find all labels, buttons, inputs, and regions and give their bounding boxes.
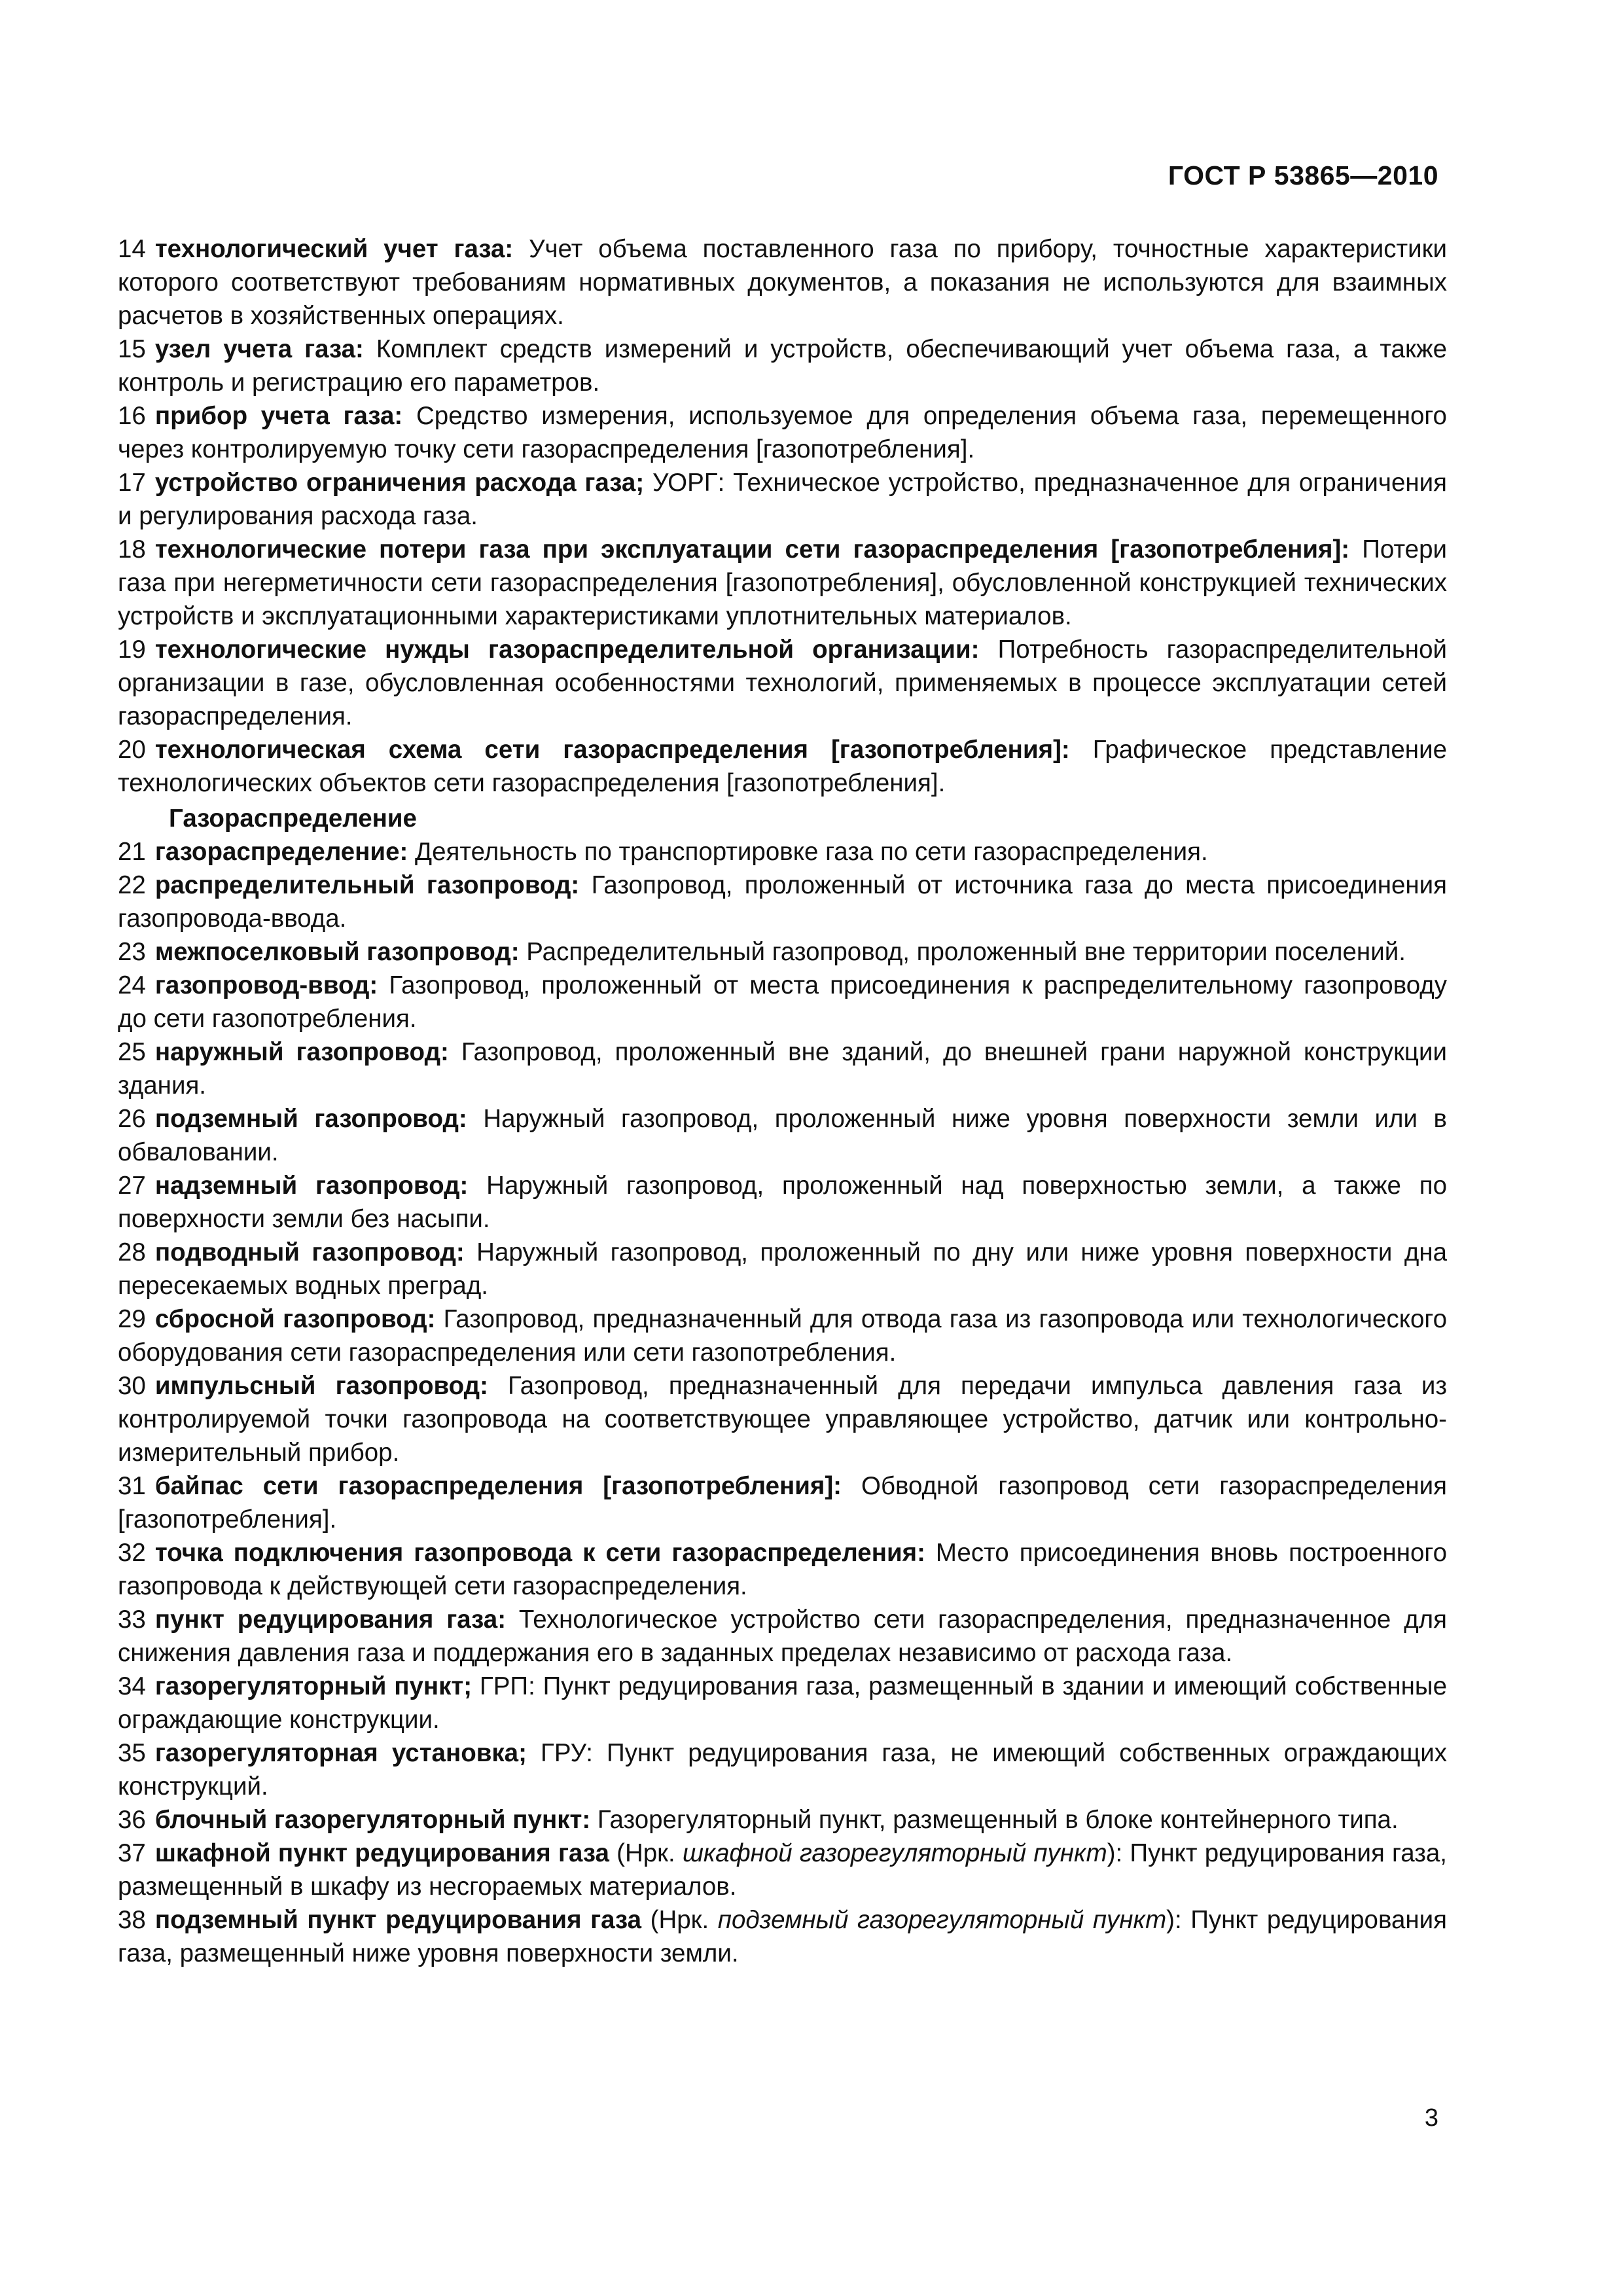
definition-entry bbox=[118, 1102, 1447, 1169]
entry-number: 14 bbox=[118, 235, 146, 263]
definition-entry bbox=[118, 232, 1447, 332]
entry-term: межпоселковый газопровод: bbox=[154, 938, 520, 966]
definition-entry bbox=[118, 835, 1447, 869]
entry-definition: Средство измерения, используемое для определения объема газа, перемещенного через контролируемую точку сети газораспределения [газопотребления]. bbox=[118, 402, 1447, 463]
entry-pre: ( bbox=[641, 1906, 659, 1934]
definition-entry bbox=[118, 1536, 1447, 1603]
entry-number: 27 bbox=[118, 1172, 146, 1200]
entry-definition: УОРГ: Техническое устройство, предназначенное для ограничения и регулирования расхода газа. bbox=[118, 469, 1447, 530]
entry-definition: Учет объема поставленного газа по прибору, точностные характеристики которого соответствуют требованиям нормативных документов, а показания не используются для взаимных расчетов в хозяйственных операциях. bbox=[118, 235, 1447, 330]
definition-entry bbox=[118, 969, 1447, 1035]
entry-number: 36 bbox=[118, 1806, 146, 1834]
entry-term: точка подключения газопровода к сети газораспределения: bbox=[154, 1539, 925, 1567]
entry-term: газопровод-ввод: bbox=[154, 971, 378, 999]
entry-number: 22 bbox=[118, 871, 146, 899]
entry-definition: Наружный газопровод, проложенный по дну или ниже уровня поверхности дна пересекаемых водных преград. bbox=[118, 1238, 1447, 1300]
entry-number: 32 bbox=[118, 1539, 146, 1567]
entry-term: подземный пункт редуцирования газа bbox=[154, 1906, 642, 1934]
entry-number: 25 bbox=[118, 1038, 146, 1066]
definition-entry bbox=[118, 1903, 1447, 1970]
entry-term: технологический учет газа: bbox=[154, 235, 514, 263]
entry-number: 23 bbox=[118, 938, 146, 966]
entry-number: 15 bbox=[118, 335, 146, 363]
entry-number: 17 bbox=[118, 469, 146, 497]
page-number: 3 bbox=[1424, 2104, 1438, 2132]
entry-number: 21 bbox=[118, 838, 146, 866]
entry-definition: ГРУ: Пункт редуцирования газа, не имеющий собственных ограждающих конструкций. bbox=[118, 1739, 1447, 1801]
entry-number: 28 bbox=[118, 1238, 146, 1266]
entry-number: 37 bbox=[118, 1839, 146, 1867]
entry-definition: Потребность газораспределительной организации в газе, обусловленная особенностями технологий, применяемых в процессе эксплуатации сетей газораспределения. bbox=[118, 636, 1447, 730]
definitions-list-b bbox=[118, 835, 1447, 1970]
entry-definition: ГРП: Пункт редуцирования газа, размещенный в здании и имеющий собственные ограждающие конструкции. bbox=[118, 1672, 1447, 1734]
definition-entry bbox=[118, 633, 1447, 733]
entry-term: технологические нужды газораспределительной организации: bbox=[154, 636, 980, 664]
entry-note: Нрк. bbox=[658, 1906, 718, 1934]
definition-entry bbox=[118, 1035, 1447, 1102]
definition-entry bbox=[118, 733, 1447, 800]
entry-number: 16 bbox=[118, 402, 146, 430]
entry-term: газорегуляторная установка; bbox=[154, 1739, 527, 1767]
definition-entry bbox=[118, 1670, 1447, 1736]
entry-definition: Наружный газопровод, проложенный ниже уровня поверхности земли или в обваловании. bbox=[118, 1105, 1447, 1166]
entry-note: Нрк. bbox=[624, 1839, 683, 1867]
entry-term: подземный газопровод: bbox=[154, 1105, 467, 1133]
entry-note-term: шкафной газорегуляторный пункт bbox=[682, 1839, 1107, 1867]
entry-number: 24 bbox=[118, 971, 146, 999]
definition-entry bbox=[118, 1837, 1447, 1903]
entry-number: 38 bbox=[118, 1906, 146, 1934]
entry-definition: Газопровод, проложенный вне зданий, до внешней грани наружной конструкции здания. bbox=[118, 1038, 1447, 1100]
entry-term: узел учета газа: bbox=[154, 335, 364, 363]
entry-note-term: подземный газорегуляторный пункт bbox=[717, 1906, 1167, 1934]
entry-definition: Комплект средств измерений и устройств, обеспечивающий учет объема газа, а также контроль и регистрацию его параметров. bbox=[118, 335, 1447, 397]
entry-number: 19 bbox=[118, 636, 146, 664]
definition-entry bbox=[118, 1803, 1447, 1837]
entry-post: ): bbox=[1166, 1906, 1191, 1934]
entry-definition: Место присоединения вновь построенного газопровода к действующей сети газораспределения. bbox=[118, 1539, 1447, 1600]
entry-number: 33 bbox=[118, 1605, 146, 1634]
entry-term: байпас сети газораспределения [газопотребления]: bbox=[154, 1472, 842, 1500]
entry-definition: Деятельность по транспортировке газа по сети газораспределения. bbox=[408, 838, 1208, 866]
entry-term: надземный газопровод: bbox=[154, 1172, 469, 1200]
entry-term: сбросной газопровод: bbox=[154, 1305, 436, 1333]
document-header: ГОСТ Р 53865—2010 bbox=[1168, 160, 1438, 190]
entry-term: распределительный газопровод: bbox=[154, 871, 580, 899]
entry-pre: ( bbox=[609, 1839, 625, 1867]
entry-number: 18 bbox=[118, 535, 146, 564]
definition-entry bbox=[118, 533, 1447, 633]
entry-term: технологическая схема сети газораспределения [газопотребления]: bbox=[154, 736, 1070, 764]
definition-entry bbox=[118, 869, 1447, 935]
entry-definition: Потери газа при негерметичности сети газораспределения [газопотребления], обусловленной конструкцией технических устройств и эксплуатационными характеристиками уплотнительных материалов. bbox=[118, 535, 1447, 630]
entry-definition: Пункт редуцирования газа, размещенный в шкафу из несгораемых материалов. bbox=[118, 1839, 1447, 1901]
entry-number: 34 bbox=[118, 1672, 146, 1700]
entry-term: пункт редуцирования газа: bbox=[154, 1605, 507, 1634]
definition-entry bbox=[118, 399, 1447, 466]
document-body bbox=[118, 232, 1447, 1970]
definition-entry bbox=[118, 1603, 1447, 1670]
definition-entry bbox=[118, 1736, 1447, 1803]
entry-number: 31 bbox=[118, 1472, 146, 1500]
entry-term: технологические потери газа при эксплуатации сети газораспределения [газопотребления]: bbox=[154, 535, 1350, 564]
definitions-list-a bbox=[118, 232, 1447, 800]
entry-number: 20 bbox=[118, 736, 146, 764]
entry-term: газораспределение: bbox=[154, 838, 408, 866]
definition-entry bbox=[118, 1169, 1447, 1236]
definition-entry bbox=[118, 332, 1447, 399]
entry-definition: Наружный газопровод, проложенный над поверхностью земли, а также по поверхности земли без насыпи. bbox=[118, 1172, 1448, 1233]
definition-entry bbox=[118, 466, 1447, 533]
entry-term: наружный газопровод: bbox=[154, 1038, 449, 1066]
entry-term: прибор учета газа: bbox=[154, 402, 403, 430]
entry-term: шкафной пункт редуцирования газа bbox=[154, 1839, 609, 1867]
definition-entry bbox=[118, 1236, 1447, 1302]
definition-entry bbox=[118, 1469, 1447, 1536]
entry-term: импульсный газопровод: bbox=[154, 1372, 488, 1400]
entry-definition: Распределительный газопровод, проложенный вне территории поселений. bbox=[519, 938, 1406, 966]
entry-post: ): bbox=[1107, 1839, 1130, 1867]
entry-definition: Графическое представление технологических объектов сети газораспределения [газопотребления]. bbox=[118, 736, 1447, 797]
definition-entry bbox=[118, 1369, 1447, 1469]
entry-number: 35 bbox=[118, 1739, 146, 1767]
entry-term: подводный газопровод: bbox=[154, 1238, 465, 1266]
entry-definition: Газорегуляторный пункт, размещенный в блоке контейнерного типа. bbox=[590, 1806, 1399, 1834]
entry-term: устройство ограничения расхода газа; bbox=[154, 469, 645, 497]
entry-number: 30 bbox=[118, 1372, 146, 1400]
definition-entry bbox=[118, 935, 1447, 969]
entry-number: 29 bbox=[118, 1305, 146, 1333]
entry-term: блочный газорегуляторный пункт: bbox=[154, 1806, 591, 1834]
entry-definition: Технологическое устройство сети газораспределения, предназначенное для снижения давления газа и поддержания его в заданных пределах независимо от расхода газа. bbox=[118, 1605, 1447, 1667]
section-title: Газораспределение bbox=[169, 804, 417, 833]
definition-entry bbox=[118, 1302, 1447, 1369]
entry-definition: Газопровод, предназначенный для отвода газа из газопровода или технологического оборудования сети газораспределения или сети газопотребления. bbox=[118, 1305, 1447, 1367]
entry-number: 26 bbox=[118, 1105, 146, 1133]
entry-term: газорегуляторный пункт; bbox=[154, 1672, 473, 1700]
entry-definition: Обводной газопровод сети газораспределения [газопотребления]. bbox=[118, 1472, 1447, 1534]
entry-definition: Пункт редуцирования газа, размещенный ниже уровня поверхности земли. bbox=[118, 1906, 1447, 1967]
entry-definition: Газопровод, проложенный от источника газа до места присоединения газопровода-ввода. bbox=[118, 871, 1447, 933]
entry-definition: Газопровод, проложенный от места присоединения к распределительному газопроводу до сети газопотребления. bbox=[118, 971, 1447, 1033]
entry-definition: Газопровод, предназначенный для передачи импульса давления газа из контролируемой точки газопровода на соответствующее управляющее устройство, датчик или контрольно-измерительный прибор. bbox=[118, 1372, 1448, 1467]
